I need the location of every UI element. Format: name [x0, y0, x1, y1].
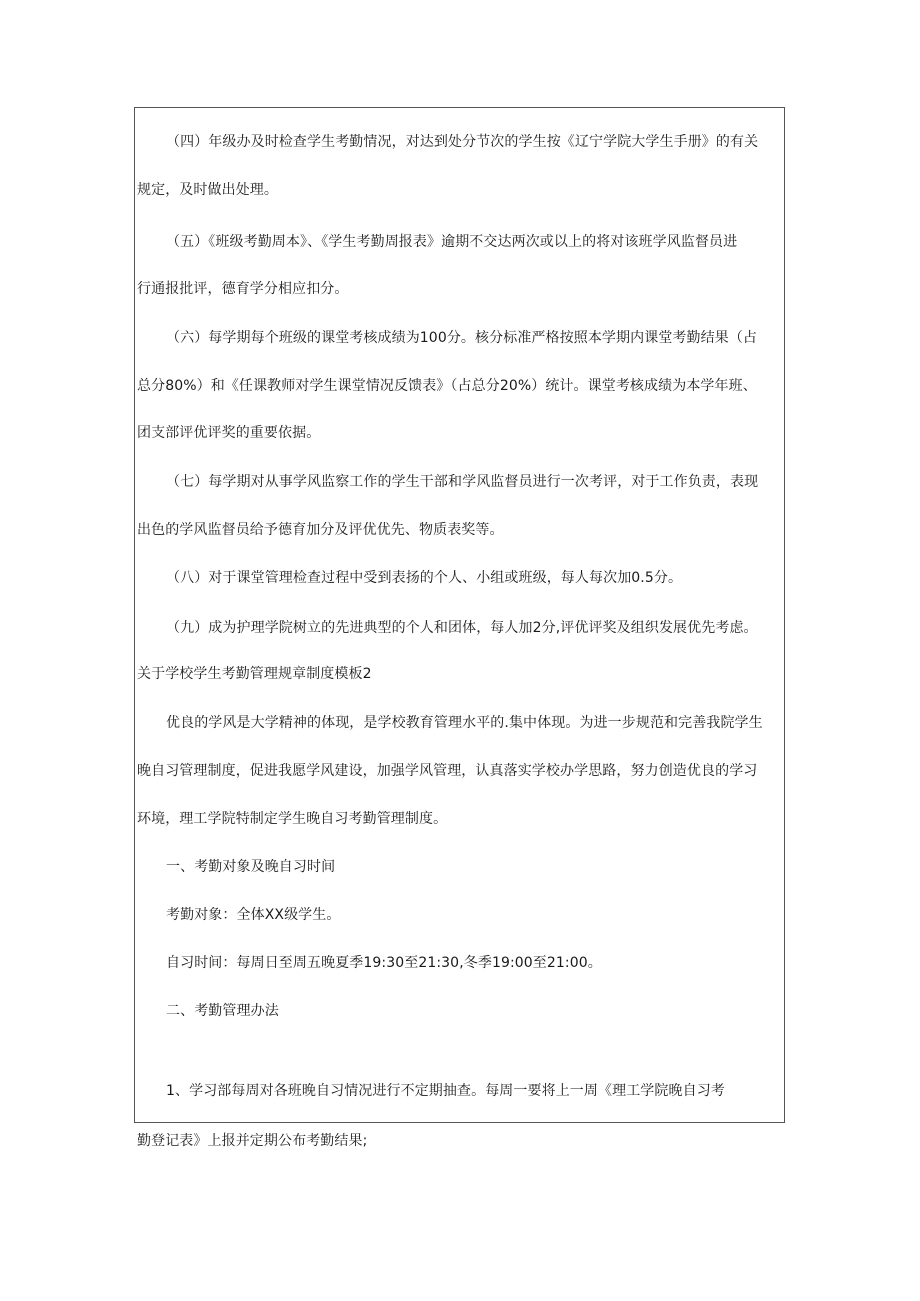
paragraph-line: （四）年级办及时检查学生考勤情况，对达到处分节次的学生按《辽宁学院大学生手册》的有关 [166, 134, 759, 150]
paragraph-line: （八）对于课堂管理检查过程中受到表扬的个人、小组或班级，每人每次加0.5分。 [166, 570, 683, 586]
section-title: 关于学校学生考勤管理规章制度模板2 [137, 666, 372, 682]
paragraph-line: 出色的学风监督员给予德育加分及评优优先、物质表奖等。 [137, 522, 504, 538]
paragraph-line: （七）每学期对从事学风监察工作的学生干部和学风监督员进行一次考评，对于工作负责，表现 [166, 474, 759, 490]
paragraph-line: 勤登记表》上报并定期公布考勤结果; [137, 1133, 368, 1149]
paragraph-line: （九）成为护理学院树立的先进典型的个人和团体，每人加2分,评优评奖及组织发展优先考虑。 [166, 620, 758, 636]
paragraph-line: 考勤对象：全体XX级学生。 [166, 907, 341, 923]
paragraph-line: 团支部评优评奖的重要依据。 [137, 425, 321, 441]
paragraph-line: 优良的学风是大学精神的体现，是学校教育管理水平的.集中体现。为进一步规范和完善我院学生 [166, 715, 763, 731]
paragraph-line: 行通报批评，德育学分相应扣分。 [137, 281, 349, 297]
paragraph-line: 环境，理工学院特制定学生晚自习考勤管理制度。 [137, 811, 448, 827]
paragraph-line: （五）《班级考勤周本》、《学生考勤周报表》逾期不交达两次或以上的将对该班学风监督员进 [166, 234, 738, 250]
paragraph-line: 1、学习部每周对各班晚自习情况进行不定期抽查。每周一要将上一周《理工学院晚自习考 [166, 1083, 725, 1099]
paragraph-line: 总分80%）和《任课教师对学生课堂情况反馈表》（占总分20%）统计。课堂考核成绩为本学年班、 [137, 378, 757, 394]
paragraph-line: 自习时间：每周日至周五晚夏季19:30至21:30,冬季19:00至21:00。 [166, 955, 602, 971]
paragraph-line: 规定，及时做出处理。 [137, 182, 278, 198]
subsection-heading: 一、考勤对象及晚自习时间 [166, 859, 336, 875]
subsection-heading: 二、考勤管理办法 [166, 1003, 279, 1019]
paragraph-line: （六）每学期每个班级的课堂考核成绩为100分。核分标准严格按照本学期内课堂考勤结果（占 [166, 330, 758, 346]
paragraph-line: 晚自习管理制度，促进我愿学风建设，加强学风管理，认真落实学校办学思路，努力创造优良的学习 [137, 763, 758, 779]
